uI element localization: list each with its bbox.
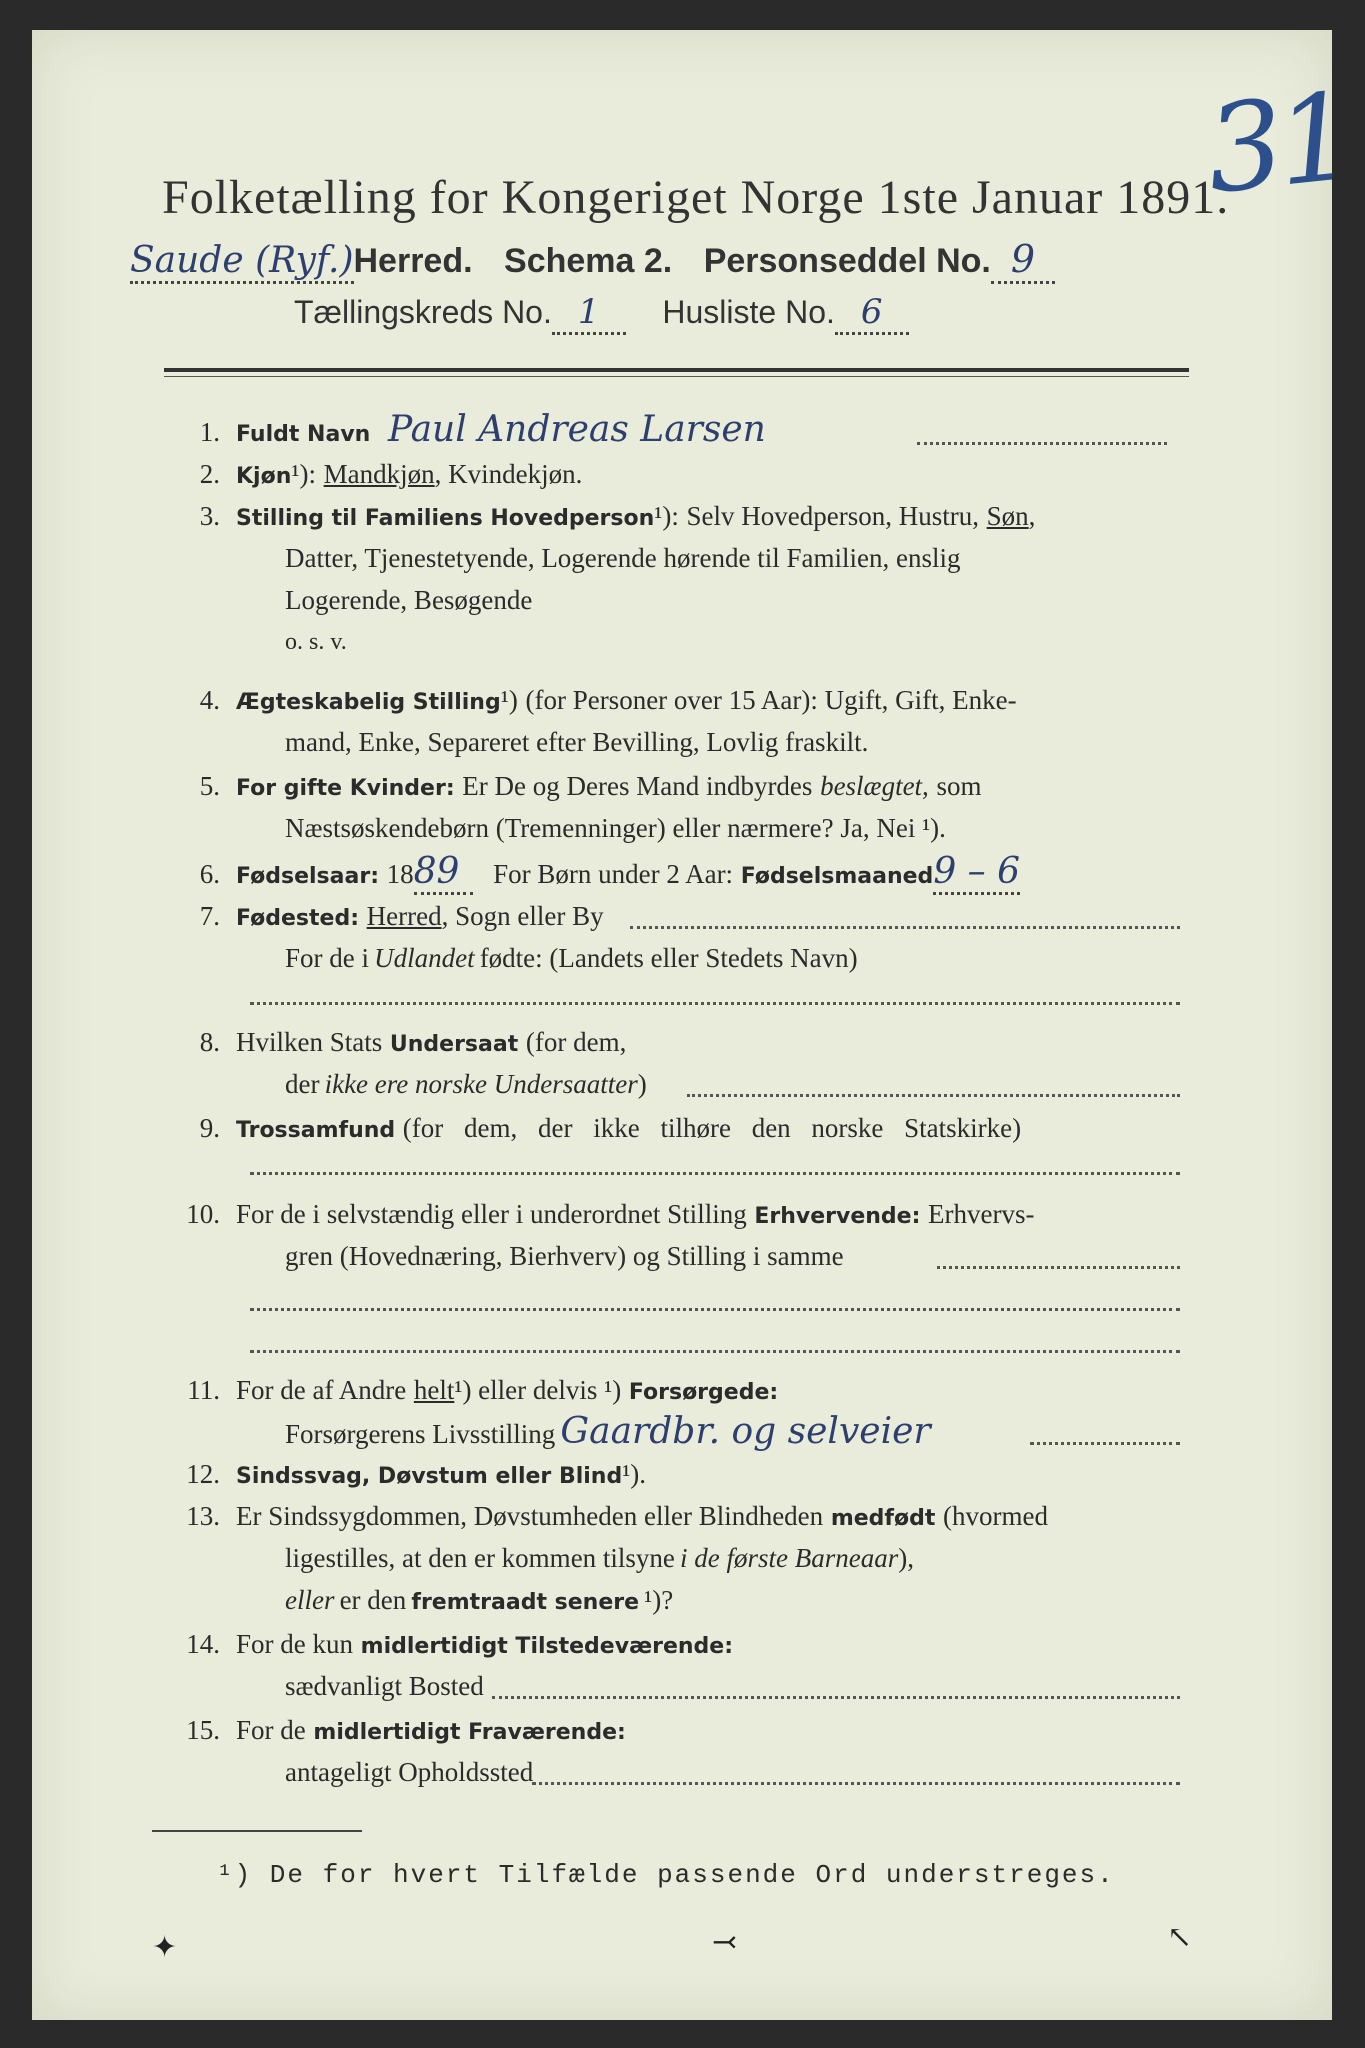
item-number: 4. xyxy=(199,685,220,715)
fill-line xyxy=(532,1782,1180,1785)
item-text: ) xyxy=(637,1069,647,1099)
item-number: 9. xyxy=(199,1113,220,1143)
item-text: For de i xyxy=(285,943,369,973)
item-text: For Børn under 2 Aar: xyxy=(493,859,734,889)
item-9 xyxy=(172,1108,1021,1151)
item-text: Hvilken Stats xyxy=(236,1027,383,1057)
footnote-rule xyxy=(152,1830,362,1832)
fill-line xyxy=(250,1172,1180,1175)
item-label: midlertidigt Fraværende: xyxy=(313,1720,626,1745)
item-text: Forsørgerens Livsstilling xyxy=(285,1419,556,1449)
herred-value: Saude (Ryf.) xyxy=(130,240,354,284)
item-7-line-2 xyxy=(285,938,858,982)
schema-label: Schema 2. xyxy=(504,242,673,280)
item-text-italic: Udlandet xyxy=(374,943,475,973)
husliste-label: Husliste No. xyxy=(662,294,835,330)
item-text: , Sogn eller By xyxy=(441,901,604,931)
item-4 xyxy=(172,680,1017,723)
fill-line xyxy=(937,1266,1180,1269)
item-text: (for dem, der ikke tilhøre den norske Statskirke) xyxy=(402,1113,1022,1143)
item-5-line-2: Næstsøskendebørn (Tremenninger) eller nærmere? Ja, Nei ¹). xyxy=(285,813,946,843)
item-number: 13. xyxy=(186,1501,220,1531)
footnote-ref: ¹): xyxy=(654,501,679,531)
item-5 xyxy=(172,766,981,809)
taellingskreds-value: 1 xyxy=(552,292,626,335)
footnote-ref: ¹) xyxy=(500,685,518,715)
year-prefix: 18 xyxy=(386,859,414,889)
item-text: For de kun xyxy=(236,1629,353,1659)
item-14-line-2: sædvanligt Bosted xyxy=(285,1671,484,1701)
item-label: medfødt xyxy=(830,1506,936,1531)
fill-line xyxy=(630,926,1180,929)
selected-option: Søn xyxy=(986,501,1029,531)
footnote-ref: ¹). xyxy=(622,1459,647,1489)
fill-line xyxy=(250,1350,1180,1353)
item-text: er den xyxy=(339,1585,407,1615)
item-3-line-2: Datter, Tjenestetyende, Logerende hørende til Familien, enslig xyxy=(285,543,961,573)
item-label: For gifte Kvinder: xyxy=(236,776,455,801)
item-3-line-4: o. s. v. xyxy=(285,629,347,655)
item-text-italic: beslægtet, xyxy=(820,771,929,801)
item-4-line-2: mand, Enke, Separeret efter Bevilling, Lovlig fraskilt. xyxy=(285,727,869,757)
item-3-line-3: Logerende, Besøgende xyxy=(285,585,533,615)
item-6 xyxy=(172,852,1020,897)
item-label: Sindssvag, Døvstum eller Blind xyxy=(236,1464,623,1489)
item-1 xyxy=(172,410,766,455)
husliste-value: 6 xyxy=(835,292,909,335)
item-text: (hvormed xyxy=(943,1501,1048,1531)
birth-month-value: 9 – 6 xyxy=(933,852,1020,895)
item-text: Er De og Deres Mand indbyrdes xyxy=(462,771,813,801)
selected-option: Mandkjøn xyxy=(323,459,435,489)
fill-line xyxy=(250,1002,1180,1005)
item-number: 15. xyxy=(186,1715,220,1745)
item-number: 11. xyxy=(187,1375,220,1405)
selected-option: helt xyxy=(413,1375,455,1405)
item-number: 1. xyxy=(199,417,220,447)
item-text: , Kvindekjøn. xyxy=(434,459,583,489)
item-13-line-3 xyxy=(285,1580,673,1624)
item-3 xyxy=(172,496,1035,539)
item-text: (for Personer over 15 Aar): Ugift, Gift, Enke- xyxy=(525,685,1017,715)
item-text: For de xyxy=(236,1715,306,1745)
item-11 xyxy=(172,1370,778,1413)
item-label: Fuldt Navn xyxy=(236,422,371,447)
item-label: Fødselsmaaned xyxy=(740,864,934,889)
item-text: , xyxy=(1028,501,1036,531)
item-15 xyxy=(172,1710,626,1753)
item-number: 12. xyxy=(186,1459,220,1489)
item-number: 3. xyxy=(199,501,220,531)
item-text-italic: i de første Barneaar xyxy=(680,1543,899,1573)
item-text: For de af Andre xyxy=(236,1375,407,1405)
item-label: Kjøn xyxy=(236,464,292,489)
herred-label: Herred. xyxy=(353,242,473,280)
census-form-page xyxy=(32,30,1355,2020)
item-text: (for dem, xyxy=(525,1027,627,1057)
item-13-line-2 xyxy=(285,1538,914,1582)
item-label: Stilling til Familiens Hovedperson xyxy=(236,506,655,531)
item-14 xyxy=(172,1624,733,1667)
header-line-2 xyxy=(294,292,909,335)
item-label: Fødselsaar: xyxy=(236,864,379,889)
item-text: ¹) eller delvis ¹) xyxy=(454,1375,622,1405)
item-label: Undersaat xyxy=(389,1032,519,1057)
item-text: ), xyxy=(898,1543,914,1573)
item-12 xyxy=(172,1454,646,1497)
item-15-line-2: antageligt Opholdssted xyxy=(285,1757,534,1787)
item-10 xyxy=(172,1194,1035,1237)
item-number: 2. xyxy=(199,459,220,489)
personseddel-value: 9 xyxy=(991,237,1055,284)
item-text: Erhvervs- xyxy=(928,1199,1035,1229)
item-10-line-2: gren (Hovednæring, Bierhverv) og Stilling i samme xyxy=(285,1241,844,1271)
item-11-line-2 xyxy=(285,1412,931,1458)
fill-line xyxy=(1030,1442,1180,1445)
item-text: Selv Hovedperson, Hustru, xyxy=(686,501,979,531)
item-number: 14. xyxy=(186,1629,220,1659)
item-13 xyxy=(172,1496,1048,1539)
item-number: 6. xyxy=(199,859,220,889)
item-text: fødte: (Landets eller Stedets Navn) xyxy=(479,943,858,973)
registration-mark-icon: ✦ xyxy=(152,1930,178,1965)
header-rule-thin xyxy=(164,376,1189,377)
taellingskreds-label: Tællingskreds No. xyxy=(294,294,552,330)
fill-line xyxy=(250,1308,1180,1311)
item-text-italic: eller xyxy=(285,1585,335,1615)
item-label: Ægteskabelig Stilling xyxy=(236,690,501,715)
item-number: 7. xyxy=(199,901,220,931)
header-rule-thick xyxy=(164,368,1189,372)
item-label: fremtraadt senere xyxy=(411,1590,640,1615)
form-title: Folketælling for Kongeriget Norge 1ste Januar 1891. xyxy=(162,171,1230,224)
item-text: For de i selvstændig eller i underordnet Stilling xyxy=(236,1199,747,1229)
birth-year-value: 89 xyxy=(414,852,474,895)
item-8 xyxy=(172,1022,626,1065)
item-8-line-2 xyxy=(285,1064,647,1108)
supporter-occupation-value: Gaardbr. og selveier xyxy=(560,1411,931,1452)
fill-line xyxy=(492,1696,1180,1699)
item-number: 8. xyxy=(199,1027,220,1057)
registration-mark-icon: ↖ xyxy=(1167,1920,1193,1955)
item-text: der xyxy=(285,1069,320,1099)
fill-line xyxy=(687,1094,1180,1097)
full-name-value: Paul Andreas Larsen xyxy=(387,409,766,450)
page-number-handwritten: 31 xyxy=(1200,68,1355,221)
item-number: 5. xyxy=(199,771,220,801)
item-label: Forsørgede: xyxy=(628,1380,779,1405)
header-line-1 xyxy=(130,237,1055,284)
item-number: 10. xyxy=(186,1199,220,1229)
selected-option: Herred xyxy=(366,901,442,931)
item-text: ligestilles, at den er kommen tilsyne xyxy=(285,1543,675,1573)
item-label: Trossamfund xyxy=(236,1118,396,1143)
item-text: Er Sindssygdommen, Døvstumheden eller Blindheden xyxy=(236,1501,824,1531)
item-text: som xyxy=(936,771,982,801)
item-label: Erhvervende: xyxy=(754,1204,921,1229)
item-label: midlertidigt Tilstedeværende: xyxy=(360,1634,734,1659)
item-7 xyxy=(172,896,604,939)
footnote-ref: ¹): xyxy=(291,459,316,489)
item-2 xyxy=(172,454,582,497)
footnote: ¹) De for hvert Tilfælde passende Ord understreges. xyxy=(217,1860,1115,1890)
item-label: Fødested: xyxy=(236,906,359,931)
fill-line xyxy=(917,442,1167,445)
item-text-italic: ikke ere norske Undersaatter xyxy=(324,1069,638,1099)
footnote-ref: ¹)? xyxy=(644,1585,674,1615)
registration-mark-icon: ⤙ xyxy=(712,1925,738,1960)
personseddel-label: Personseddel No. xyxy=(703,242,991,280)
